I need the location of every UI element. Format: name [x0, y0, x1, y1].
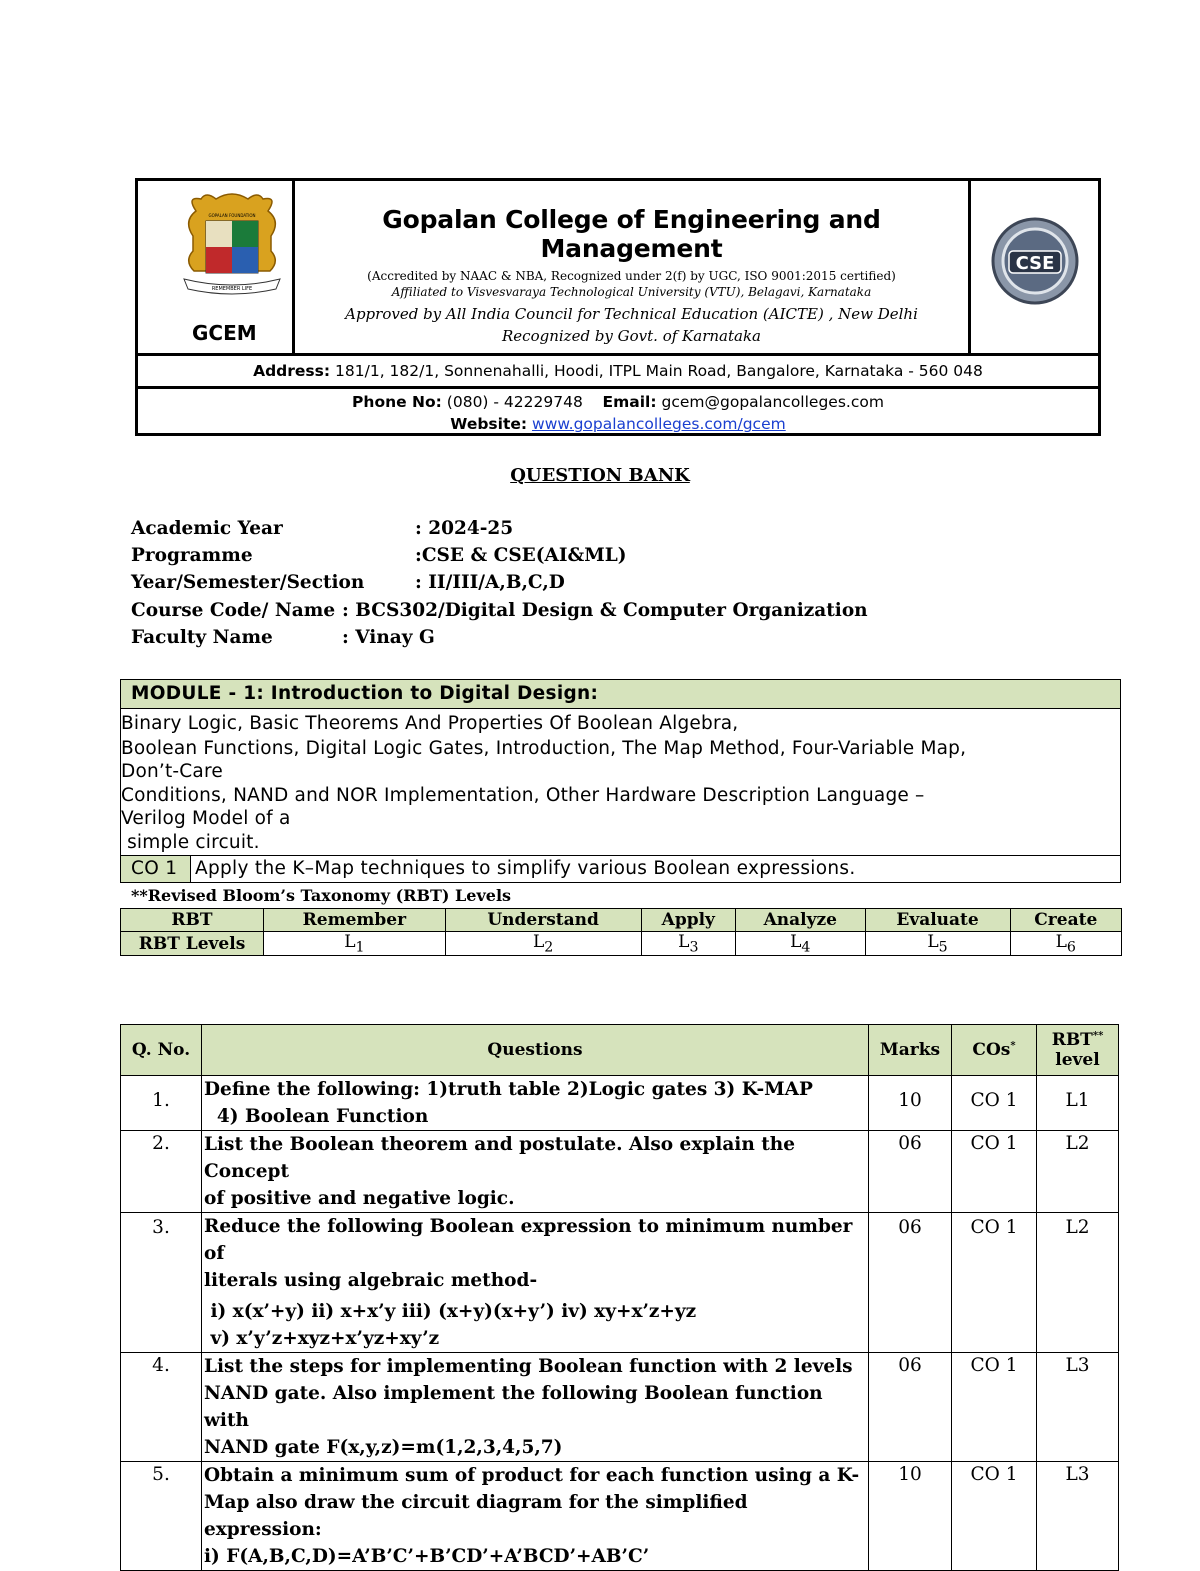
q-number: 3.: [121, 1213, 202, 1353]
syllabus-line: Boolean Functions, Digital Logic Gates, Introduction, The Map Method, Four-Variable Map,: [121, 738, 967, 759]
q-marks: 06: [869, 1353, 952, 1462]
q-text: Reduce the following Boolean expression to minimum number of literals using algebraic method- i) x(x’+y) ii) x+x’y iii) (x+y)(x+y’) iv) xy+x’z+yz v) x’y’z+xyz+x’yz+xy’z: [202, 1213, 869, 1353]
col-rbt-level: RBT** level: [1037, 1025, 1119, 1076]
q-text: Obtain a minimum sum of product for each function using a K- Map also draw the circuit diagram for the simplified expression: i) F(A,B,C,D)=A’B’C’+B’CD’+A’BCD’+AB’C’: [202, 1462, 869, 1571]
header-top-row: [138, 181, 1098, 356]
page-title: QUESTION BANK: [510, 465, 690, 486]
q-co: CO 1: [952, 1076, 1037, 1131]
info-row-academic-year: Academic Year : 2024-25: [131, 518, 514, 539]
email-address: gcem@gopalancolleges.com: [661, 393, 884, 411]
course-outcome-row: [121, 855, 1120, 882]
cse-logo-cell: [968, 181, 1101, 353]
address-text: 181/1, 182/1, Sonnenahalli, Hoodi, ITPL Main Road, Bangalore, Karnataka - 560 048: [335, 362, 983, 380]
cse-badge-text: CSE: [1015, 253, 1055, 274]
table-row: [121, 1213, 1119, 1353]
q-level: L2: [1037, 1213, 1119, 1353]
rbt-header-cell: Evaluate: [865, 909, 1010, 932]
rbt-header-cell: Apply: [641, 909, 736, 932]
q-number: 5.: [121, 1462, 202, 1571]
phone-number: (080) - 42229748: [446, 393, 583, 411]
website-link[interactable]: www.gopalancolleges.com/gcem: [532, 415, 786, 433]
syllabus-line: Verilog Model of a: [121, 808, 291, 829]
rbt-levels-table: [120, 908, 1122, 956]
q-marks: 06: [869, 1213, 952, 1353]
q-text: Define the following: 1)truth table 2)Logic gates 3) K-MAP 4) Boolean Function: [202, 1076, 869, 1131]
q-co: CO 1: [952, 1462, 1037, 1571]
approval-line-1: Approved by All India Council for Technical Education (AICTE) , New Delhi: [345, 305, 918, 323]
accreditation-line: (Accredited by NAAC & NBA, Recognized under 2(f) by UGC, ISO 9001:2015 certified): [367, 269, 896, 283]
rbt-header-cell: Understand: [445, 909, 641, 932]
address-row: [138, 356, 1098, 389]
phone-label: Phone No:: [352, 393, 442, 411]
rbt-note: **Revised Bloom’s Taxonomy (RBT) Levels: [131, 886, 512, 905]
rbt-level-cell: $L_1$: [264, 932, 446, 956]
rbt-level-cell: $L_3$: [641, 932, 736, 956]
logo-foundation: GOPALAN FOUNDATION: [208, 213, 256, 218]
col-cos: COs*: [952, 1025, 1037, 1076]
q-text: List the Boolean theorem and postulate. Also explain the Concept of positive and negative logic.: [202, 1131, 869, 1213]
module-heading: MODULE - 1: Introduction to Digital Design:: [121, 680, 1120, 709]
affiliation-line: Affiliated to Visvesvaraya Technological University (VTU), Belagavi, Karnataka: [391, 285, 872, 299]
q-text: List the steps for implementing Boolean function with 2 levels NAND gate. Also implement the following Boolean function with NAND gate F(x,y,z)=m(1,2,3,4,5,7): [202, 1353, 869, 1462]
table-row: [121, 1076, 1119, 1131]
q-level: L2: [1037, 1131, 1119, 1213]
title-cell: [295, 181, 968, 353]
col-questions: Questions: [202, 1025, 869, 1076]
q-co: CO 1: [952, 1353, 1037, 1462]
rbt-header-cell: RBT: [121, 909, 264, 932]
module-syllabus: [121, 709, 1120, 855]
logo-cell: [138, 181, 295, 353]
cse-badge-icon: [979, 215, 1091, 315]
col-marks: Marks: [869, 1025, 952, 1076]
q-level: L1: [1037, 1076, 1119, 1131]
syllabus-line: Conditions, NAND and NOR Implementation, Other Hardware Description Language –: [121, 785, 925, 806]
syllabus-line: Binary Logic, Basic Theorems And Properties Of Boolean Algebra,: [121, 713, 739, 734]
co-description: Apply the K–Map techniques to simplify various Boolean expressions.: [195, 858, 856, 879]
table-row: [121, 1131, 1119, 1213]
website-label: Website:: [450, 415, 528, 433]
q-number: 4.: [121, 1353, 202, 1462]
questions-table: [120, 1024, 1119, 1571]
rbt-header-cell: Create: [1010, 909, 1121, 932]
info-row-year-semester: Year/Semester/Section : II/III/A,B,C,D: [131, 572, 565, 593]
co-label: CO 1: [121, 856, 191, 882]
info-row-programme: Programme :CSE & CSE(AI&ML): [131, 545, 627, 566]
q-marks: 10: [869, 1462, 952, 1571]
module-box: [120, 679, 1121, 883]
rbt-level-cell: $L_2$: [445, 932, 641, 956]
info-row-faculty: Faculty Name : Vinay G: [131, 627, 435, 648]
q-level: L3: [1037, 1462, 1119, 1571]
rbt-levels-label: RBT Levels: [121, 932, 264, 956]
rbt-level-cell: $L_5$: [865, 932, 1010, 956]
college-header: [135, 178, 1101, 436]
email-label: Email:: [602, 393, 657, 411]
q-co: CO 1: [952, 1131, 1037, 1213]
q-co: CO 1: [952, 1213, 1037, 1353]
college-logo: [176, 191, 288, 311]
address-label: Address:: [253, 362, 331, 380]
col-qno: Q. No.: [121, 1025, 202, 1076]
rbt-header-cell: Remember: [264, 909, 446, 932]
college-name: Gopalan College of Engineering and Management: [382, 205, 881, 263]
syllabus-line: Don’t-Care: [121, 761, 223, 782]
q-marks: 06: [869, 1131, 952, 1213]
contact-row: [138, 389, 1098, 437]
logo-label: GCEM: [192, 321, 257, 345]
table-row: [121, 1353, 1119, 1462]
q-number: 1.: [121, 1076, 202, 1131]
rbt-level-cell: $L_4$: [736, 932, 865, 956]
q-marks: 10: [869, 1076, 952, 1131]
q-level: L3: [1037, 1353, 1119, 1462]
rbt-level-cell: $L_6$: [1010, 932, 1121, 956]
rbt-header-cell: Analyze: [736, 909, 865, 932]
info-row-course: Course Code/ Name : BCS302/Digital Design & Computer Organization: [131, 600, 868, 621]
syllabus-line: simple circuit.: [121, 832, 260, 853]
table-row: [121, 1462, 1119, 1571]
q-number: 2.: [121, 1131, 202, 1213]
approval-line-2: Recognized by Govt. of Karnataka: [502, 327, 761, 345]
logo-motto: REMEMBER LIFE: [211, 286, 253, 292]
